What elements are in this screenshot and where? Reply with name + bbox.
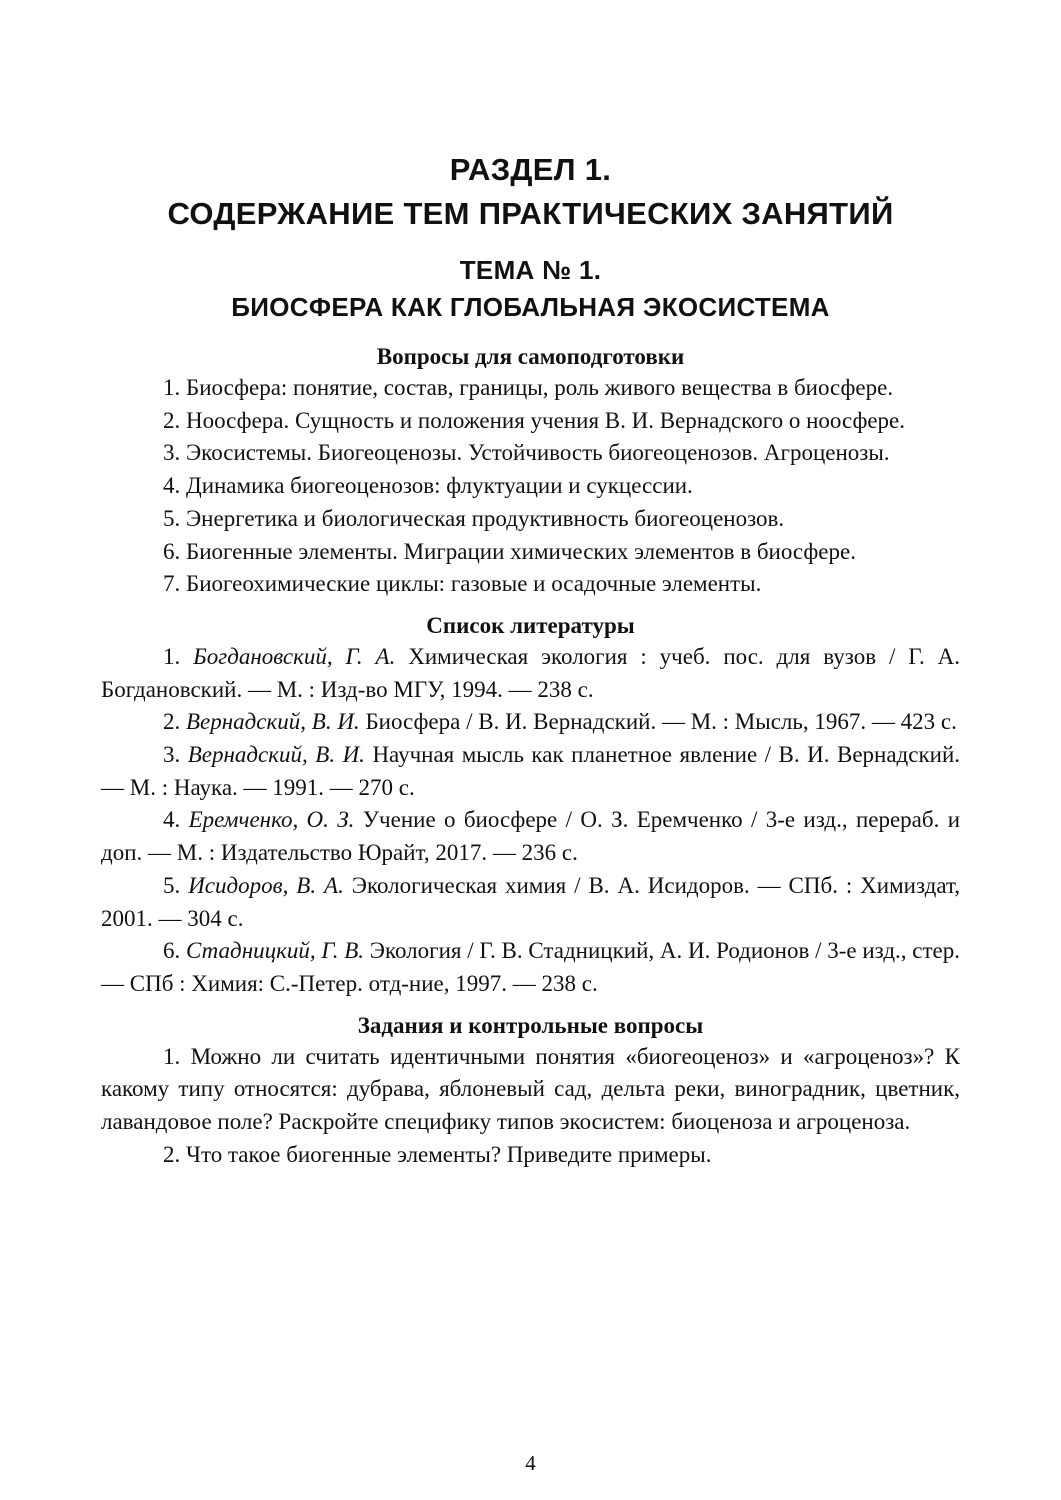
reference-item bbox=[101, 706, 960, 739]
reference-author: Вернадский, В. И. bbox=[187, 742, 365, 768]
reference-text: Экология / Г. В. Стадницкий, А. И. Родионов / 3-е изд., стер. — СПб : Химия: С.-Петер. отд-ние, 1997. — 238 с. bbox=[101, 938, 960, 996]
item-text: Экосистемы. Биогеоценозы. Устойчивость биогеоценозов. Агроценозы. bbox=[186, 440, 890, 466]
tasks-heading: Задания и контрольные вопросы bbox=[357, 1012, 704, 1038]
reference-author: Вернадский, В. И. bbox=[186, 709, 360, 735]
item-number: 1. bbox=[163, 1043, 181, 1069]
reference-text: Химическая экология : учеб. пос. для вузов / Г. А. Богдановский. — М. : Изд-во МГУ, 1994. — 238 с. bbox=[101, 643, 961, 702]
reference-author: Богдановский, Г. А. bbox=[193, 643, 396, 669]
item-text: Биосфера: понятие, состав, границы, роль живого вещества в биосфере. bbox=[186, 375, 894, 400]
page-content bbox=[101, 148, 960, 1171]
item-text: Биогеохимические циклы: газовые и осадочные элементы. bbox=[186, 571, 762, 597]
item-number: 2. bbox=[163, 407, 181, 433]
list-item bbox=[101, 372, 960, 405]
item-text: Ноосфера. Сущность и положения учения В. И. Вернадского о ноосфере. bbox=[186, 407, 906, 433]
item-number: 5. bbox=[163, 505, 181, 531]
questions-list bbox=[101, 372, 960, 601]
reference-item bbox=[101, 641, 960, 706]
item-number: 4. bbox=[163, 807, 181, 833]
item-text: Биогенные элементы. Миграции химических элементов в биосфере. bbox=[186, 538, 856, 564]
reference-item bbox=[101, 870, 960, 935]
reference-item bbox=[101, 804, 960, 869]
item-number: 5. bbox=[163, 872, 181, 898]
topic-title-line-1: ТЕМА № 1. bbox=[459, 255, 602, 285]
list-item bbox=[101, 1139, 960, 1172]
item-number: 3. bbox=[163, 440, 181, 466]
item-number: 3. bbox=[163, 742, 181, 768]
tasks-list bbox=[101, 1041, 960, 1172]
list-item bbox=[101, 405, 960, 438]
list-item bbox=[101, 536, 960, 569]
reference-author: Еремченко, О. З. bbox=[188, 807, 355, 833]
topic-title bbox=[101, 252, 960, 326]
reference-text: Учение о биосфере / О. З. Еремченко / 3-е изд., перераб. и доп. — М. : Издательство Юрайт, 2017. — 236 с. bbox=[101, 807, 960, 866]
item-number: 6. bbox=[163, 938, 181, 964]
reference-author: Стадницкий, Г. В. bbox=[186, 938, 365, 964]
reference-item bbox=[101, 739, 960, 804]
literature-heading: Список литературы bbox=[426, 612, 635, 638]
questions-heading: Вопросы для самоподготовки bbox=[376, 344, 685, 369]
item-number: 2. bbox=[163, 709, 181, 735]
item-number: 2. bbox=[163, 1141, 181, 1167]
list-item bbox=[101, 470, 960, 503]
section-title bbox=[101, 148, 960, 236]
reference-text: Научная мысль как планетное явление / В. И. Вернадский. — М. : Наука. — 1991. — 270 с. bbox=[101, 742, 961, 800]
list-item bbox=[101, 437, 960, 470]
item-number: 4. bbox=[163, 473, 181, 499]
reference-text: Биосфера / В. И. Вернадский. — М. : Мысль, 1967. — 423 с. bbox=[365, 709, 957, 735]
item-text: Энергетика и биологическая продуктивность биогеоценозов. bbox=[186, 505, 785, 531]
reference-text: Экологическая химия / В. А. Исидоров. — СПб. : Химиздат, 2001. — 304 с. bbox=[101, 872, 961, 931]
item-text: Можно ли считать идентичными понятия «биогеоценоз» и «агроценоз»? К какому типу относятся: дубрава, яблоневый сад, дельта реки, виноградник, цветник, лавандовое поле? Раскройте специфику типов экосистем: биоценоза и агроценоза. bbox=[101, 1043, 960, 1135]
list-item bbox=[101, 503, 960, 536]
page-number: 4 bbox=[525, 1451, 536, 1475]
section-title-line-1: РАЗДЕЛ 1. bbox=[449, 152, 612, 187]
literature-list bbox=[101, 641, 960, 1001]
list-item bbox=[101, 568, 960, 601]
item-number: 1. bbox=[163, 643, 181, 669]
topic-title-line-2: БИОСФЕРА КАК ГЛОБАЛЬНАЯ ЭКОСИСТЕМА bbox=[231, 292, 830, 322]
item-number: 1. bbox=[163, 375, 181, 400]
section-title-line-2: СОДЕРЖАНИЕ ТЕМ ПРАКТИЧЕСКИХ ЗАНЯТИЙ bbox=[167, 196, 894, 231]
reference-item bbox=[101, 935, 960, 1000]
list-item bbox=[101, 1041, 960, 1139]
item-number: 6. bbox=[163, 538, 181, 564]
item-text: Динамика биогеоценозов: флуктуации и сукцессии. bbox=[186, 473, 693, 499]
item-text: Что такое биогенные элементы? Приведите примеры. bbox=[186, 1141, 712, 1167]
reference-author: Исидоров, В. А. bbox=[188, 872, 344, 898]
item-number: 7. bbox=[163, 571, 181, 597]
